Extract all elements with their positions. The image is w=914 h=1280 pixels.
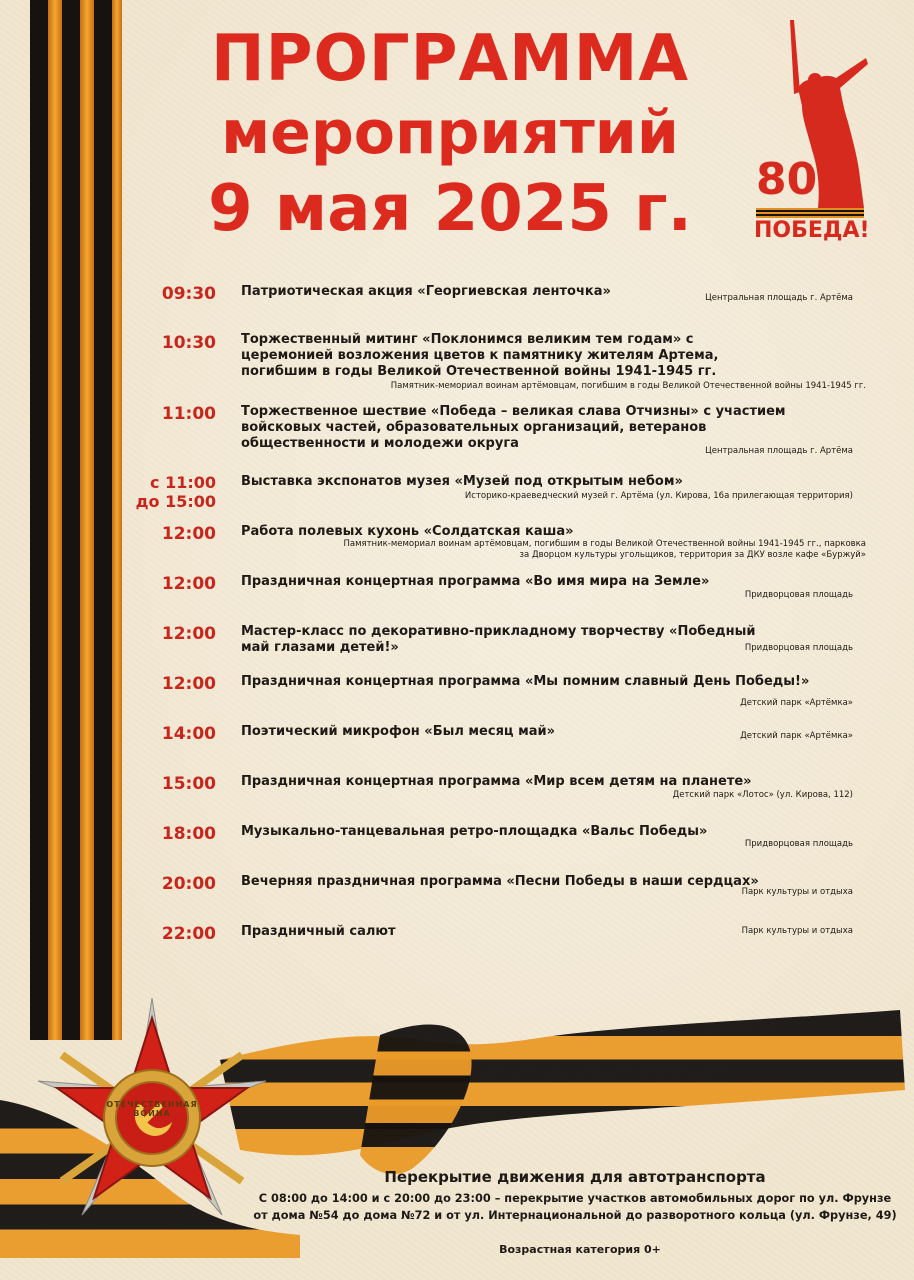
victory-80-emblem (748, 18, 878, 258)
event-time: 15:00 (161, 774, 216, 794)
event-location: Центральная площадь г. Артёма (705, 446, 853, 456)
event-location: Детский парк «Артёмка» (740, 731, 853, 741)
event-time: 10:30 (161, 333, 216, 353)
event-location: Парк культуры и отдыха (741, 926, 853, 936)
event-time: 18:00 (161, 824, 216, 844)
order-ring-text: ОТЕЧЕСТВЕННАЯ ВОЙНА (106, 1100, 198, 1118)
event-title: Торжественный митинг «Поклонимся великим тем годам» с церемонией возложения цветов к памятнику жителям Артема, погибшим в годы Великой Отечественной войны 1941-1945 гг. (241, 332, 719, 379)
event-location: Придворцовая площадь (744, 839, 853, 849)
event-location: Памятник-мемориал воинам артёмовцам, погибшим в годы Великой Отечественной войны 1941-1945 гг. (390, 381, 866, 391)
page-title: ПРОГРАММА (211, 22, 689, 96)
event-time: 20:00 (161, 874, 216, 894)
event-title: Праздничная концертная программа «Мы помним славный День Победы!» (241, 674, 810, 689)
event-title: Мастер-класс по декоративно-прикладному творчеству «Победный май глазами детей!» (241, 624, 756, 655)
event-time-from: с 11:00 (150, 473, 216, 492)
emblem-number: 80 (756, 154, 818, 205)
page-date: 9 мая 2025 г. (208, 172, 692, 246)
event-time: 14:00 (161, 724, 216, 744)
event-time: 12:00 (161, 524, 216, 544)
event-title: Праздничная концертная программа «Мир всем детям на планете» (241, 774, 752, 789)
event-title: Торжественное шествие «Победа – великая слава Отчизны» с участием войсковых частей, образовательных организаций, ветеранов общественности и молодежи округа (241, 404, 786, 451)
event-time: 09:30 (161, 284, 216, 304)
event-location: Детский парк «Артёмка» (740, 698, 853, 708)
traffic-info (240, 1190, 910, 1224)
traffic-line-1: С 08:00 до 14:00 и с 20:00 до 23:00 – перекрытие участков автомобильных дорог по ул. Фрунзе (258, 1192, 892, 1205)
event-title: Выставка экспонатов музея «Музей под открытым небом» (241, 474, 683, 489)
event-title: Вечерняя праздничная программа «Песни Победы в наши сердцах» (241, 874, 759, 889)
event-time-to: до 15:00 (135, 492, 216, 511)
event-time: 12:00 (161, 624, 216, 644)
event-title: Работа полевых кухонь «Солдатская каша» (241, 524, 574, 539)
event-location: Историко-краеведческий музей г. Артёма (ул. Кирова, 16а прилегающая территория) (464, 491, 853, 501)
traffic-heading: Перекрытие движения для автотранспорта (384, 1168, 766, 1186)
event-title: Патриотическая акция «Георгиевская ленточка» (241, 284, 611, 299)
emblem-ribbon-stripe (756, 208, 864, 218)
event-title: Музыкально-танцевальная ретро-площадка «Вальс Победы» (241, 824, 708, 839)
traffic-line-2: от дома №54 до дома №72 и от ул. Интернациональной до разворотного кольца (ул. Фрунзе, 49) (253, 1209, 897, 1222)
st-george-ribbon-vertical (30, 0, 122, 1040)
event-time: 11:00 (161, 404, 216, 424)
event-location: Придворцовая площадь (744, 643, 853, 653)
page-subtitle: мероприятий (221, 98, 679, 168)
event-location: Парк культуры и отдыха (741, 887, 853, 897)
event-time: 12:00 (161, 574, 216, 594)
event-title: Праздничный салют (241, 924, 396, 939)
event-title: Праздничная концертная программа «Во имя мира на Земле» (241, 574, 710, 589)
event-time: 22:00 (161, 924, 216, 944)
age-rating: Возрастная категория 0+ (499, 1243, 661, 1256)
event-location: Памятник-мемориал воинам артёмовцам, погибшим в годы Великой Отечественной войны 1941-1945 гг., парковка за Дворцом культуры угольщиков, территория за ДКУ возле кафе «Буржуй» (343, 539, 866, 560)
event-location: Придворцовая площадь (744, 590, 853, 600)
event-location: Центральная площадь г. Артёма (705, 293, 853, 303)
event-location: Детский парк «Лотос» (ул. Кирова, 112) (672, 790, 853, 800)
event-title: Поэтический микрофон «Был месяц май» (241, 724, 555, 739)
emblem-word: ПОБЕДА! (754, 218, 870, 243)
event-time: 12:00 (161, 674, 216, 694)
